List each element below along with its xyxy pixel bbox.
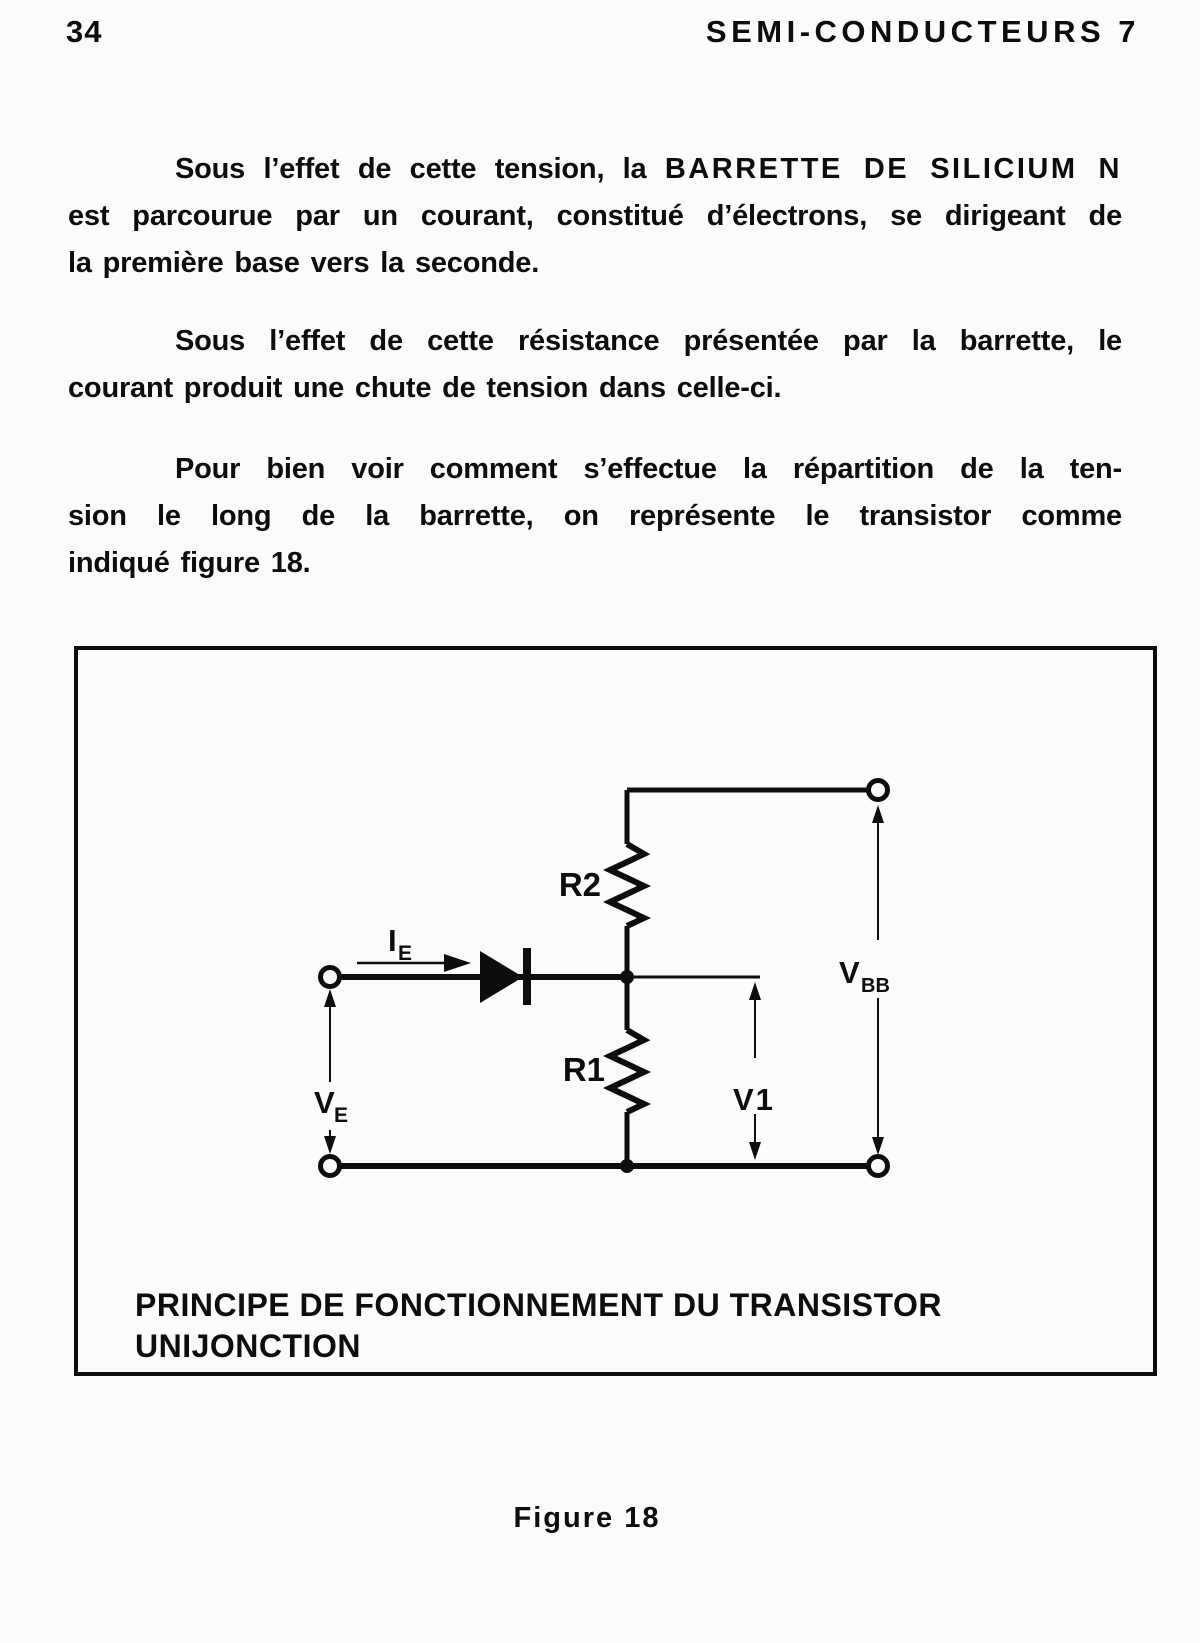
label-ie-main: I [388, 923, 397, 958]
page-header: SEMI-CONDUCTEURS 7 [705, 14, 1140, 49]
label-ve-sub: E [334, 1104, 349, 1127]
label-ie-sub: E [398, 942, 413, 965]
paragraph-1 [68, 146, 1122, 287]
label-vbb-main: V [839, 955, 860, 990]
label-r2: R2 [558, 866, 601, 903]
p1-line1-emphasis: BARRETTE DE SILICIUM N [664, 153, 1122, 185]
figure-number-label: Figure 18 [513, 1502, 661, 1534]
label-vbb-sub: BB [861, 975, 890, 997]
figure-caption [135, 1285, 1085, 1367]
figure-frame [74, 646, 1157, 1376]
paragraph-3-line-2: sion le long de la barrette, on représente le transistor comme [68, 500, 1122, 532]
figure-caption-line-2: UNIJONCTION [135, 1328, 361, 1364]
paragraph-1-line-2: est parcourue par un courant, constitué d’électrons, se dirigeant de [68, 200, 1122, 232]
p1-line1-text: Sous l’effet de cette tension, la [175, 153, 665, 185]
paragraph-2 [68, 318, 1122, 412]
paragraph-1-line-1 [68, 146, 1122, 193]
label-ve-main: V [314, 1085, 335, 1120]
figure-caption-line-1: PRINCIPE DE FONCTIONNEMENT DU TRANSISTOR [135, 1287, 942, 1323]
paragraph-3-line-3: indiqué figure 18. [68, 547, 311, 579]
paragraph-2-line-2: courant produit une chute de tension dans celle-ci. [68, 372, 782, 404]
paragraph-1-line-3: la première base vers la seconde. [68, 247, 540, 279]
page-number: 34 [66, 14, 103, 49]
paragraph-2-line-1: Sous l’effet de cette résistance présentée par la barrette, le [175, 325, 1122, 357]
label-v1: V1 [733, 1082, 775, 1117]
paragraph-3 [68, 446, 1122, 587]
paragraph-3-line-1: Pour bien voir comment s’effectue la répartition de la ten- [175, 453, 1122, 485]
label-r1: R1 [562, 1051, 605, 1088]
